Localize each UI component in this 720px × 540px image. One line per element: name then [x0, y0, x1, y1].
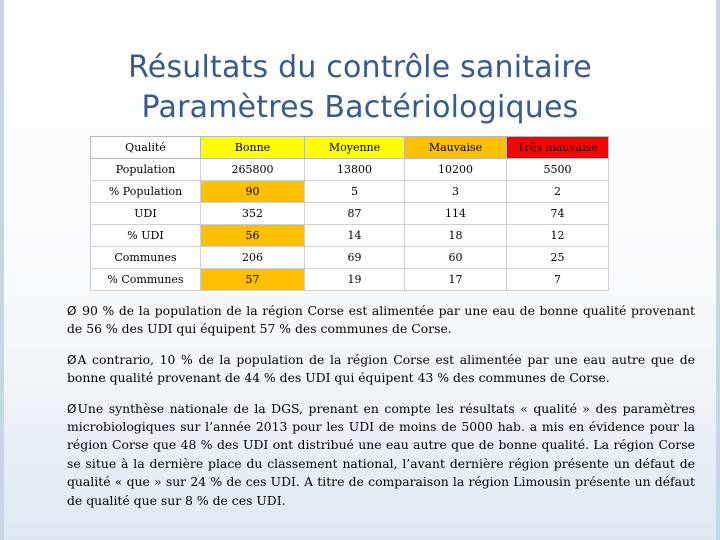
header-mauvaise: Mauvaise — [405, 137, 507, 159]
table-cell: 25 — [507, 247, 609, 269]
header-tres-mauvaise: Très mauvaise — [507, 137, 609, 159]
header-qualite: Qualité — [91, 137, 201, 159]
table-cell: 18 — [405, 225, 507, 247]
note-text-1: 90 % de la population de la région Corse est alimentée par une eau de bonne qualité provenant de 56 % des UDI qui équipent 57 % des communes de Corse. — [67, 303, 695, 337]
table-cell: 12 — [507, 225, 609, 247]
arrow-bullet-icon: Ø — [67, 304, 77, 318]
table-cell: 7 — [507, 269, 609, 291]
table-cell: 74 — [507, 203, 609, 225]
table-cell: 114 — [405, 203, 507, 225]
row-label: Communes — [91, 247, 201, 269]
title-line-2: Paramètres Bactériologiques — [141, 90, 579, 125]
note-paragraph-3 — [67, 400, 695, 510]
table-cell: 17 — [405, 269, 507, 291]
table-cell: 206 — [201, 247, 305, 269]
table-cell: 10200 — [405, 159, 507, 181]
table-cell-highlighted: 57 — [201, 269, 305, 291]
row-label: % UDI — [91, 225, 201, 247]
table-cell: 265800 — [201, 159, 305, 181]
table-cell: 13800 — [305, 159, 405, 181]
arrow-bullet-icon: Ø — [67, 352, 77, 367]
table-cell: 352 — [201, 203, 305, 225]
table-cell-highlighted: 90 — [201, 181, 305, 203]
note-text-3: Une synthèse nationale de la DGS, prenant en compte les résultats « qualité » des paramètres microbiologiques sur l’année 2013 pour les UDI de moins de 5000 hab. a mis en évidence pour la région Corse que 48 % des UDI ont distribué une eau autre que de bonne qualité. La région Corse se situe à la dernière place du classement national, l’avant dernière région présente un défaut de qualité « que » sur 24 % de ces UDI. A titre de comparaison la région Limousin présente un défaut de qualité que sur 8 % de ces UDI. — [67, 400, 695, 508]
table-cell: 5500 — [507, 159, 609, 181]
slide-title — [0, 48, 720, 128]
table-row — [91, 159, 609, 181]
header-bonne: Bonne — [201, 137, 305, 159]
table-cell: 60 — [405, 247, 507, 269]
table-cell-highlighted: 56 — [201, 225, 305, 247]
header-moyenne: Moyenne — [305, 137, 405, 159]
table-row — [91, 225, 609, 247]
note-paragraph-2 — [67, 351, 695, 388]
arrow-bullet-icon: Ø — [67, 401, 77, 416]
row-label: % Population — [91, 181, 201, 203]
table-row — [91, 181, 609, 203]
note-paragraph-1 — [67, 302, 695, 339]
notes — [67, 302, 695, 510]
table-cell: 19 — [305, 269, 405, 291]
table-cell: 69 — [305, 247, 405, 269]
table-cell: 2 — [507, 181, 609, 203]
note-text-2: A contrario, 10 % de la population de la région Corse est alimentée par une eau autre que de bonne qualité provenant de 44 % des UDI qui équipent 43 % des communes de Corse. — [67, 351, 695, 386]
row-label: UDI — [91, 203, 201, 225]
results-table — [90, 136, 609, 291]
table-cell: 5 — [305, 181, 405, 203]
table-cell: 3 — [405, 181, 507, 203]
table-header-row — [91, 137, 609, 159]
table-row — [91, 269, 609, 291]
table-row — [91, 247, 609, 269]
title-line-1: Résultats du contrôle sanitaire — [128, 50, 592, 85]
row-label: Population — [91, 159, 201, 181]
row-label: % Communes — [91, 269, 201, 291]
table-cell: 14 — [305, 225, 405, 247]
table-cell: 87 — [305, 203, 405, 225]
table-row — [91, 203, 609, 225]
